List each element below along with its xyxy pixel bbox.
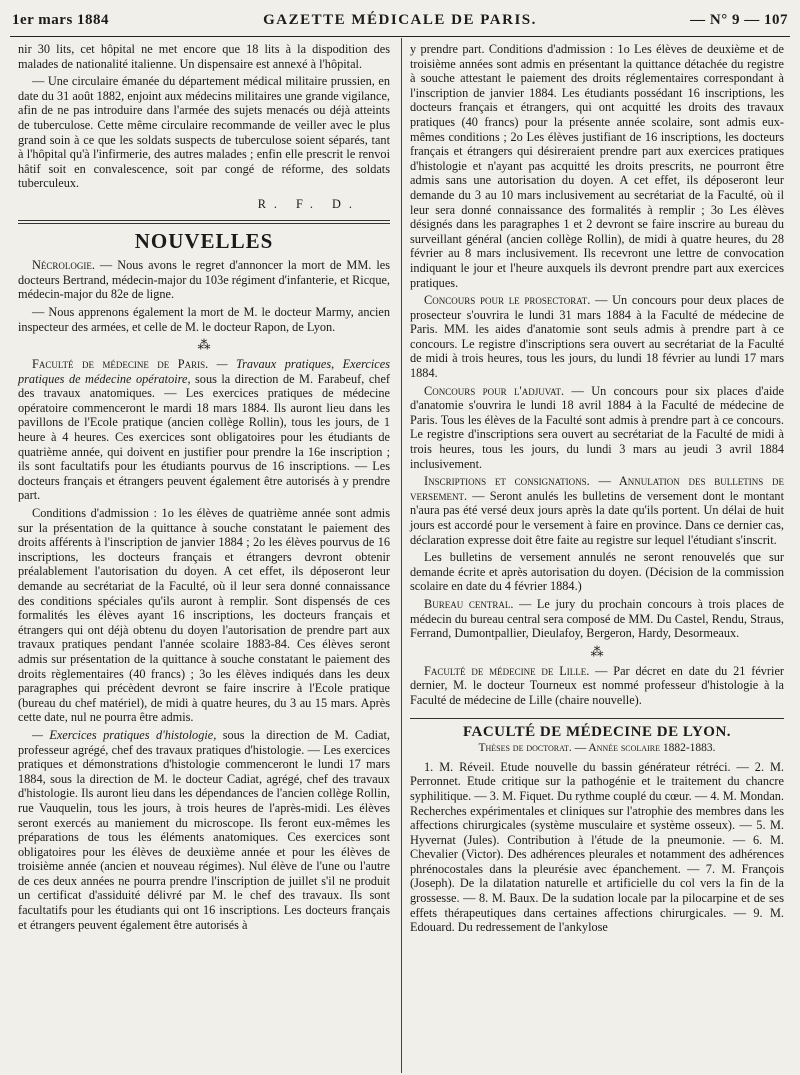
- paragraph: 1. M. Réveil. Etude nouvelle du bassin générateur rétréci. — 2. M. Perronnet. Etude critique sur la pathogénie et le traitement du chancre syphilitique. — 3. M. Fiquet. Du rythme couplé du cœur. — 4. M. Mondan. Recherches expérimentales et cliniques sur l'atrophie des membres dans les affections chirurgicales (système musculaire et système osseux). — 5. M. Hyvernat (Jules). Contribution à l'étude de la pneumonie. — 6. M. Chevalier (Victor). Des adhérences pleurales et notamment des adhérences phrénocostales dans la pleurésie avec épanchement. — 7. M. François (Joseph). De la dilatation naturelle et artificielle du col vers la fin de la grossesse. — 8. M. Baux. De la sudation locale par la pilocarpine et de ses effets thérapeutiques dans certaines affections chirurgicales. — 9. M. Edouard. Du redressement de l'ankylose: [410, 759, 784, 935]
- run-in-heading: Inscriptions et consignations. — Annulation des bulletins de versement.: [410, 474, 784, 503]
- paragraph: [410, 293, 784, 381]
- run-in-heading: Faculté de médecine de Paris.: [32, 357, 209, 372]
- paragraph-text: sous la direction de M. Farabeuf, chef des travaux anatomiques. — Les exercices pratiques de médecine opératoire commenceront le mardi 18 mars 1884. Ils auront lieu dans les pavillons de l'Ecole pratique (ancien collège Rollin), tous les jours, de 1 heure à 4 heures. Ces exercices sont obligatoires pour les étudiants de quatrième année, qui doivent en justifier pour prendre la 16e inscription ; ils sont facultatifs pour les étudiants pourvus de 16 inscriptions. — Les docteurs français et étrangers peuvent également être autorisés à y prendre part.: [18, 371, 390, 503]
- right-column: [410, 42, 784, 938]
- asterism: ⁂: [590, 643, 604, 659]
- column-divider: [401, 38, 402, 1073]
- paragraph: — Une circulaire émanée du département médical militaire prussien, en date du 31 août 1882, enjoint aux médecins militaires une grande vigilance, afin de ne pas introduire dans l'armée des sujets menacés ou déjà atteints de tuberculose. Cette même circulaire recommande de veiller avec le plus grand soin à ce que les soldats suspects de tuberculose soient séparés, tant à l'hôpital qu'à l'infirmerie, des autres malades ; enfin elle prescrit le renvoi hâtif soit en convalescence, soit par congé de réforme, des soldats tuberculeux.: [18, 74, 390, 191]
- paragraph: [410, 474, 784, 547]
- paragraph-text: — Un concours pour six places d'aide d'anatomie s'ouvrira le lundi 18 avril 1884 à la Faculté de médecine de Paris. Tous les élèves de la Faculté sont admis à prendre part à ce concours. Le registre d'inscriptions sera ouvert au secrétariat de la Faculté de midi à trois heures, tous les jours, du lundi 3 mars au jeudi 3 avril 1884 inclusivement.: [410, 383, 784, 471]
- asterism: ⁂: [197, 337, 211, 353]
- paragraph: Les bulletins de versement annulés ne seront renouvelés que sur demande écrite et après autorisation du doyen. (Décision de la commission scolaire en date du 4 février 1884.): [410, 550, 784, 594]
- paragraph: [18, 357, 390, 503]
- signature: R. F. D.: [257, 196, 360, 211]
- paragraph: [18, 728, 390, 932]
- paragraph: [410, 597, 784, 641]
- section-rule: [18, 220, 390, 224]
- italic-heading: — Exercices pratiques d'histologie,: [32, 727, 217, 742]
- paragraph: Conditions d'admission : 1o les élèves de quatrième année sont admis sur la présentation de la quittance à souche constatant le paiement des droits afférents à l'inscription de janvier 1884 ; 2o les élèves pourvus de 16 inscriptions, les docteurs français et étrangers devront obtenir préalablement l'autorisation du doyen. A cet effet, ils déposeront leur demande au secrétariat de la Faculté, où il leur sera donné connaissance des conditions spéciales qu'ils auront à remplir. Sont dispensés de ces formalités les élèves ayant 16 inscriptions, les docteurs français et étrangers qui ont déjà obtenu du doyen l'autorisation de prendre part aux travaux pratiques pendant l'année scolaire 1883-84. Ces élèves seront admis sur présentation de la quittance à souche constatant le paiement des droits règlementaires (40 francs) ; 3o les élèves indiqués dans les deux paragraphes qui précèdent devront se faire inscrire à l'Ecole pratique (bureau du chef matériel), de midi à quatre heures, du 3 au 15 mars. Après cette date, nul ne pourra être admis.: [18, 506, 390, 725]
- paragraph-text: — Le jury du prochain concours à trois places de médecin du bureau central sera composé de MM. Du Castel, Rendu, Straus, Ferrand, Dumontpallier, Dieulafoy, Bergeron, Hardy, Desormeaux.: [410, 596, 784, 641]
- section-title: FACULTÉ DE MÉDECINE DE LYON.: [462, 723, 732, 740]
- paragraph-text: — Nous avons le regret d'annoncer la mort de MM. les docteurs Bertrand, médecin-major du 103e régiment d'infanterie, et Ricque, médecin-major du 82e de ligne.: [18, 258, 391, 302]
- left-column: [18, 42, 390, 935]
- header-title: GAZETTE MÉDICALE DE PARIS.: [263, 12, 537, 28]
- run-in-heading: Nécrologie.: [32, 258, 95, 273]
- paragraph-text: — Seront anulés les bulletins de versement dont le montant n'aura pas été versé deux jours après la date qu'ils portent. Un délai de huit jours est accordé pour le versement à faire en province. Dans ce dernier cas, déclaration expresse doit être faite au registre sur lequel l'étudiant s'inscrit.: [410, 488, 784, 547]
- paragraph-text: — Par décret en date du 21 février dernier, M. le docteur Tourneux est nommé professeur d'histologie à la Faculté de médecine de Lille (chaire nouvelle).: [410, 663, 784, 707]
- run-in-heading: Bureau central.: [424, 596, 514, 611]
- section-subtitle: Thèses de doctorat. — Année scolaire 1882-1883.: [478, 742, 716, 755]
- paragraph: — Nous apprenons également la mort de M. le docteur Marmy, ancien inspecteur des armées, et celle de M. le docteur Rapon, de Lyon.: [18, 304, 390, 334]
- header-date: 1er mars 1884: [12, 12, 110, 28]
- paragraph: y prendre part. Conditions d'admission : 1o Les élèves de deuxième et de troisième années sont admis en présentant la quittance détachée du registre à souche attestant le paiement des droits réglementaires correspondant à l'inscription de janvier 1884. Les étudiants possédant 16 inscriptions, les docteurs français et étrangers, qui ont acquitté les droits des travaux pratiques (40 francs) pour la présente année scolaire, sont admis eux-mêmes conditions ; 2o Les élèves justifiant de 16 inscriptions, les docteurs français et étrangers qui désireraient prendre part aux exercices pratiques d'histologie et n'ayant pas acquitté les droits prescrits, ne pourront être admis sans une autorisation du doyen. A cet effet, ils déposeront leur demande du 3 au 10 mars inclusivement au secrétariat de la Faculté, où il leur sera donné connaissance des formalités à remplir ; 3o Les élèves désignés dans les paragraphes 1 et 2 devront se faire inscrire au bureau du surveillant général (ancien collège Rollin), de midi à quatre heures, du 28 février au 8 mars inclusivement. Ils recevront une lettre de convocation indiquant le jour et l'heure auxquels ils devront prendre part aux exercices pratiques.: [410, 42, 784, 290]
- paragraph: [18, 258, 390, 302]
- section-title: NOUVELLES: [134, 228, 274, 253]
- paragraph: nir 30 lits, cet hôpital ne met encore que 18 lits à la dispodition des malades de nationalité italienne. Un dispensaire est annexé à l'hôpital.: [18, 42, 390, 71]
- paragraph-text: — Un concours pour deux places de prosecteur s'ouvrira le lundi 31 mars 1884 à la Faculté de médecine de Paris. MM. les aides d'anatomie sont seuls admis à prendre part à ce concours. Le registre d'inscriptions sera ouvert au secrétariat de la Faculté de midi à trois heures, tous les jours, du lundi 18 février au lundi 17 mars 1884.: [410, 293, 784, 381]
- paragraph-text: sous la direction de M. Cadiat, professeur agrégé, chef des travaux pratiques d'histologie. — Les exercices pratiques et démonstrations d'histologie commenceront le lundi 17 mars 1884, sous la direction de M. le docteur Cadiat, agrégé, chef des travaux d'histologie. Ils auront lieu dans les dépendances de l'ancien collège Rollin, rue Vauquelin, tous les jours, à trois heures de l'après-midi. Les élèves seront exercés au maniement du microscope. Ils feront eux-mêmes les préparations de tous les éléments anatomiques. Ces exercices sont obligatoires pour les élèves de deuxième année et pour les élèves de troisième année (ancien et nouveau régimes). Nul élève de l'une ou l'autre de ces deux années ne pourra prendre l'inscription de juillet s'il ne produit un certificat d'assiduité délivré par M. le chef des travaux. Ils sont facultatifs pour les étudiants qui ont 16 inscriptions. Les docteurs français et étrangers peuvent également être autorisés à: [18, 727, 390, 932]
- run-in-heading: Concours pour l'adjuvat.: [424, 383, 565, 398]
- run-in-heading: Concours pour le prosectorat.: [424, 293, 591, 308]
- paragraph: [410, 384, 784, 472]
- section-rule: [410, 718, 784, 719]
- italic-heading: — Travaux pratiques, Exercices pratiques de médecine opératoire,: [18, 357, 390, 386]
- paragraph: [410, 664, 784, 708]
- header-issue: — N° 9 — 107: [690, 12, 788, 28]
- header-rule: [10, 36, 790, 37]
- page-header: [12, 12, 788, 38]
- run-in-heading: Faculté de médecine de Lille.: [424, 663, 590, 678]
